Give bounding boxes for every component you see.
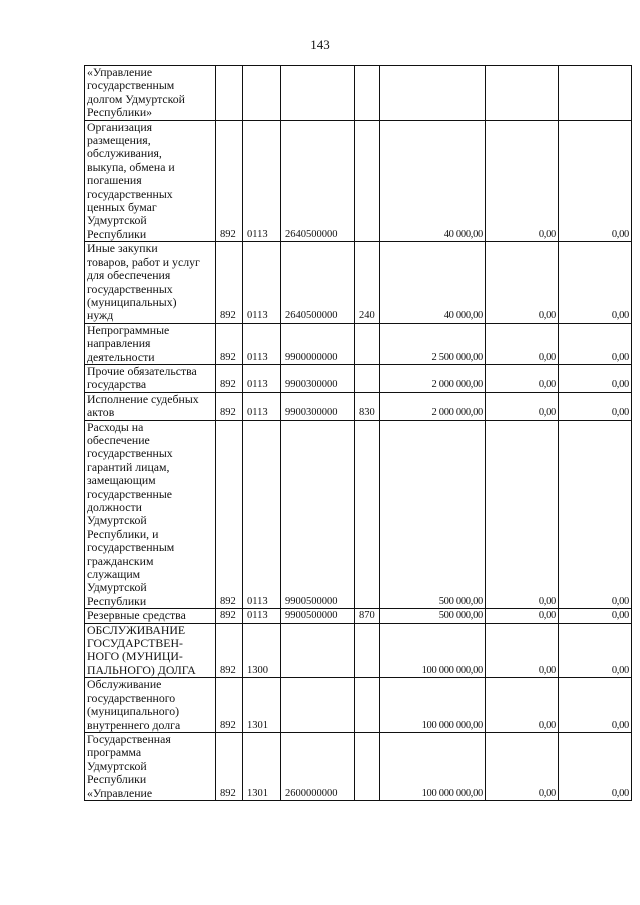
amount-cell	[559, 66, 632, 121]
admin-code-cell: 892	[216, 732, 243, 800]
section-code-cell: 0113	[243, 120, 281, 242]
amount-cell: 0,00	[559, 732, 632, 800]
admin-code-cell: 892	[216, 323, 243, 364]
target-article-cell: 9900300000	[281, 392, 355, 420]
expense-type-cell	[355, 678, 380, 733]
expense-type-cell	[355, 420, 380, 609]
amount-cell: 2 500 000,00	[380, 323, 486, 364]
page-number: 143	[310, 37, 330, 52]
amount-cell: 500 000,00	[380, 609, 486, 623]
target-article-cell	[281, 678, 355, 733]
admin-code-cell: 892	[216, 242, 243, 323]
target-article-cell: 2600000000	[281, 732, 355, 800]
admin-code-cell: 892	[216, 623, 243, 678]
expense-type-cell: 830	[355, 392, 380, 420]
amount-cell: 100 000 000,00	[380, 623, 486, 678]
admin-code-cell: 892	[216, 678, 243, 733]
target-article-cell: 2640500000	[281, 242, 355, 323]
expense-type-cell	[355, 623, 380, 678]
table-row	[85, 609, 632, 623]
section-code-cell: 0113	[243, 609, 281, 623]
expense-name-cell: Непрограммные направления деятельности	[85, 323, 216, 364]
expense-type-cell	[355, 364, 380, 392]
amount-cell: 100 000 000,00	[380, 732, 486, 800]
expense-type-cell: 240	[355, 242, 380, 323]
section-code-cell	[243, 66, 281, 121]
amount-cell: 0,00	[486, 392, 559, 420]
expense-type-cell	[355, 732, 380, 800]
table-row	[85, 323, 632, 364]
admin-code-cell: 892	[216, 420, 243, 609]
section-code-cell: 1300	[243, 623, 281, 678]
amount-cell: 0,00	[559, 420, 632, 609]
amount-cell: 0,00	[486, 732, 559, 800]
table-row	[85, 120, 632, 242]
table-row	[85, 364, 632, 392]
budget-table	[84, 65, 632, 801]
target-article-cell: 9900300000	[281, 364, 355, 392]
expense-name-cell: Расходы на обеспечение государственных гарантий лицам, замещающим государственные должности Удмуртской Республики, и государственным гражданским служащим Удмуртской Республики	[85, 420, 216, 609]
section-code-cell: 0113	[243, 364, 281, 392]
expense-type-cell	[355, 323, 380, 364]
amount-cell: 0,00	[486, 364, 559, 392]
expense-name-cell: Обслуживание государственного (муниципального) внутреннего долга	[85, 678, 216, 733]
section-code-cell: 0113	[243, 392, 281, 420]
admin-code-cell: 892	[216, 609, 243, 623]
table-row	[85, 66, 632, 121]
expense-name-cell: Прочие обязательства государства	[85, 364, 216, 392]
amount-cell: 40 000,00	[380, 120, 486, 242]
target-article-cell: 2640500000	[281, 120, 355, 242]
amount-cell	[380, 66, 486, 121]
amount-cell: 500 000,00	[380, 420, 486, 609]
amount-cell: 2 000 000,00	[380, 392, 486, 420]
table-row	[85, 242, 632, 323]
amount-cell: 0,00	[559, 242, 632, 323]
expense-name-cell: Государственная программа Удмуртской Республики «Управление	[85, 732, 216, 800]
table-row	[85, 392, 632, 420]
table-row	[85, 732, 632, 800]
expense-type-cell	[355, 66, 380, 121]
amount-cell: 0,00	[559, 120, 632, 242]
admin-code-cell: 892	[216, 364, 243, 392]
admin-code-cell: 892	[216, 392, 243, 420]
amount-cell: 0,00	[559, 623, 632, 678]
admin-code-cell	[216, 66, 243, 121]
expense-name-cell: «Управление государственным долгом Удмуртской Республики»	[85, 66, 216, 121]
table-row	[85, 420, 632, 609]
section-code-cell: 0113	[243, 420, 281, 609]
amount-cell: 0,00	[559, 323, 632, 364]
expense-name-cell: Организация размещения, обслуживания, выкупа, обмена и погашения государственных ценных бумаг Удмуртской Республики	[85, 120, 216, 242]
amount-cell: 0,00	[486, 323, 559, 364]
admin-code-cell: 892	[216, 120, 243, 242]
amount-cell: 2 000 000,00	[380, 364, 486, 392]
target-article-cell: 9900000000	[281, 323, 355, 364]
table-row	[85, 678, 632, 733]
target-article-cell	[281, 623, 355, 678]
table-row	[85, 623, 632, 678]
amount-cell: 0,00	[486, 420, 559, 609]
amount-cell: 100 000 000,00	[380, 678, 486, 733]
amount-cell: 0,00	[486, 623, 559, 678]
amount-cell: 0,00	[486, 678, 559, 733]
expense-name-cell: Иные закупки товаров, работ и услуг для обеспечения государственных (муниципальных) нужд	[85, 242, 216, 323]
section-code-cell: 1301	[243, 678, 281, 733]
expense-name-cell: Исполнение судебных актов	[85, 392, 216, 420]
section-code-cell: 1301	[243, 732, 281, 800]
amount-cell	[486, 66, 559, 121]
amount-cell: 0,00	[486, 120, 559, 242]
section-code-cell: 0113	[243, 242, 281, 323]
expense-type-cell	[355, 120, 380, 242]
expense-name-cell: Резервные средства	[85, 609, 216, 623]
expense-type-cell: 870	[355, 609, 380, 623]
amount-cell: 0,00	[559, 364, 632, 392]
target-article-cell: 9900500000	[281, 420, 355, 609]
budget-table-body	[85, 66, 632, 801]
expense-name-cell: ОБСЛУЖИВАНИЕ ГОСУДАРСТВЕН- НОГО (МУНИЦИ- ПАЛЬНОГО) ДОЛГА	[85, 623, 216, 678]
amount-cell: 0,00	[559, 392, 632, 420]
amount-cell: 0,00	[559, 678, 632, 733]
section-code-cell: 0113	[243, 323, 281, 364]
amount-cell: 0,00	[559, 609, 632, 623]
amount-cell: 0,00	[486, 609, 559, 623]
target-article-cell: 9900500000	[281, 609, 355, 623]
target-article-cell	[281, 66, 355, 121]
amount-cell: 40 000,00	[380, 242, 486, 323]
amount-cell: 0,00	[486, 242, 559, 323]
